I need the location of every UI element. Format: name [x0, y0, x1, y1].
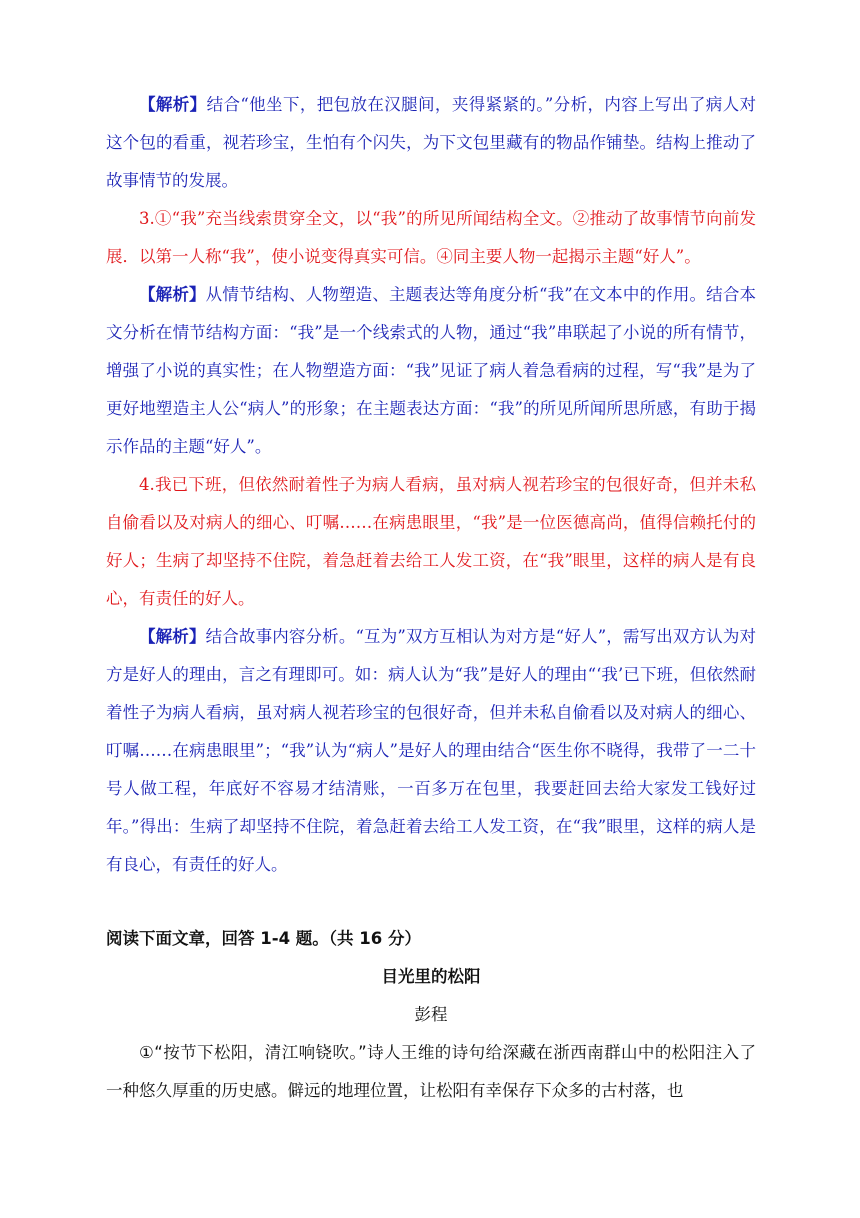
analysis-text: 结合故事内容分析。“互为”双方互相认为对方是“好人”，需写出双方认为对方是好人的理由，言之有理即可。如：病人认为“我”是好人的理由“‘我’已下班，但依然耐着性子为病人看病，虽对病人视若珍宝的包很好奇，但并未私自偷看以及对病人的细心、叮嘱……在病患眼里”；“我”认为“病人”是好人的理由结合“医生你不晓得，我带了一二十号人做工程，年底好不容易才结清账，一百多万在包里，我要赶回去给大家发工钱好过年。”得出：生病了却坚持不住院，着急赶着去给工人发工资，在“我”眼里，这样的病人是有良心，有责任的好人。 [106, 627, 756, 874]
analysis-3-paragraph [106, 276, 756, 466]
analysis-tag: 【解析】 [139, 627, 206, 646]
analysis-tag: 【解析】 [139, 285, 206, 304]
analysis-2-paragraph [106, 86, 756, 200]
answer-4-paragraph: 4.我已下班，但依然耐着性子为病人看病，虽对病人视若珍宝的包很好奇，但并未私自偷看以及对病人的细心、叮嘱……在病患眼里，“我”是一位医德高尚，值得信赖托付的好人；生病了却坚持不住院，着急赶着去给工人发工资，在“我”眼里，这样的病人是有良心，有责任的好人。 [106, 475, 756, 608]
analysis-text: 从情节结构、人物塑造、主题表达等角度分析“我”在文本中的作用。结合本文分析在情节结构方面：“我”是一个线索式的人物，通过“我”串联起了小说的所有情节，增强了小说的真实性；在人物塑造方面：“我”见证了病人着急看病的过程，写“我”是为了更好地塑造主人公“病人”的形象；在主题表达方面：“我”的所见所闻所思所感，有助于揭示作品的主题“好人”。 [106, 285, 757, 456]
section-heading: 阅读下面文章，回答 1-4 题。（共 16 分） [106, 929, 421, 948]
article-author: 彭程 [414, 1005, 448, 1024]
analysis-text: 结合“他坐下，把包放在汉腿间，夹得紧紧的。”分析，内容上写出了病人对这个包的看重，视若珍宝，生怕有个闪失，为下文包里藏有的物品作铺垫。结构上推动了故事情节的发展。 [106, 95, 757, 190]
answer-3-paragraph: 3.①“我”充当线索贯穿全文，以“我”的所见所闻结构全文。②推动了故事情节向前发展．以第一人称“我”，使小说变得真实可信。④同主要人物一起揭示主题“好人”。 [106, 209, 756, 266]
article-title: 目光里的松阳 [381, 967, 481, 986]
analysis-4-paragraph [106, 618, 756, 884]
article-paragraph-1: ①“按节下松阳，清江响铙吹。”诗人王维的诗句给深藏在浙西南群山中的松阳注入了一种悠久厚重的历史感。僻远的地理位置，让松阳有幸保存下众多的古村落，也 [106, 1043, 756, 1100]
document-page [106, 86, 756, 1110]
section-spacer [106, 884, 756, 920]
analysis-tag: 【解析】 [139, 95, 207, 114]
